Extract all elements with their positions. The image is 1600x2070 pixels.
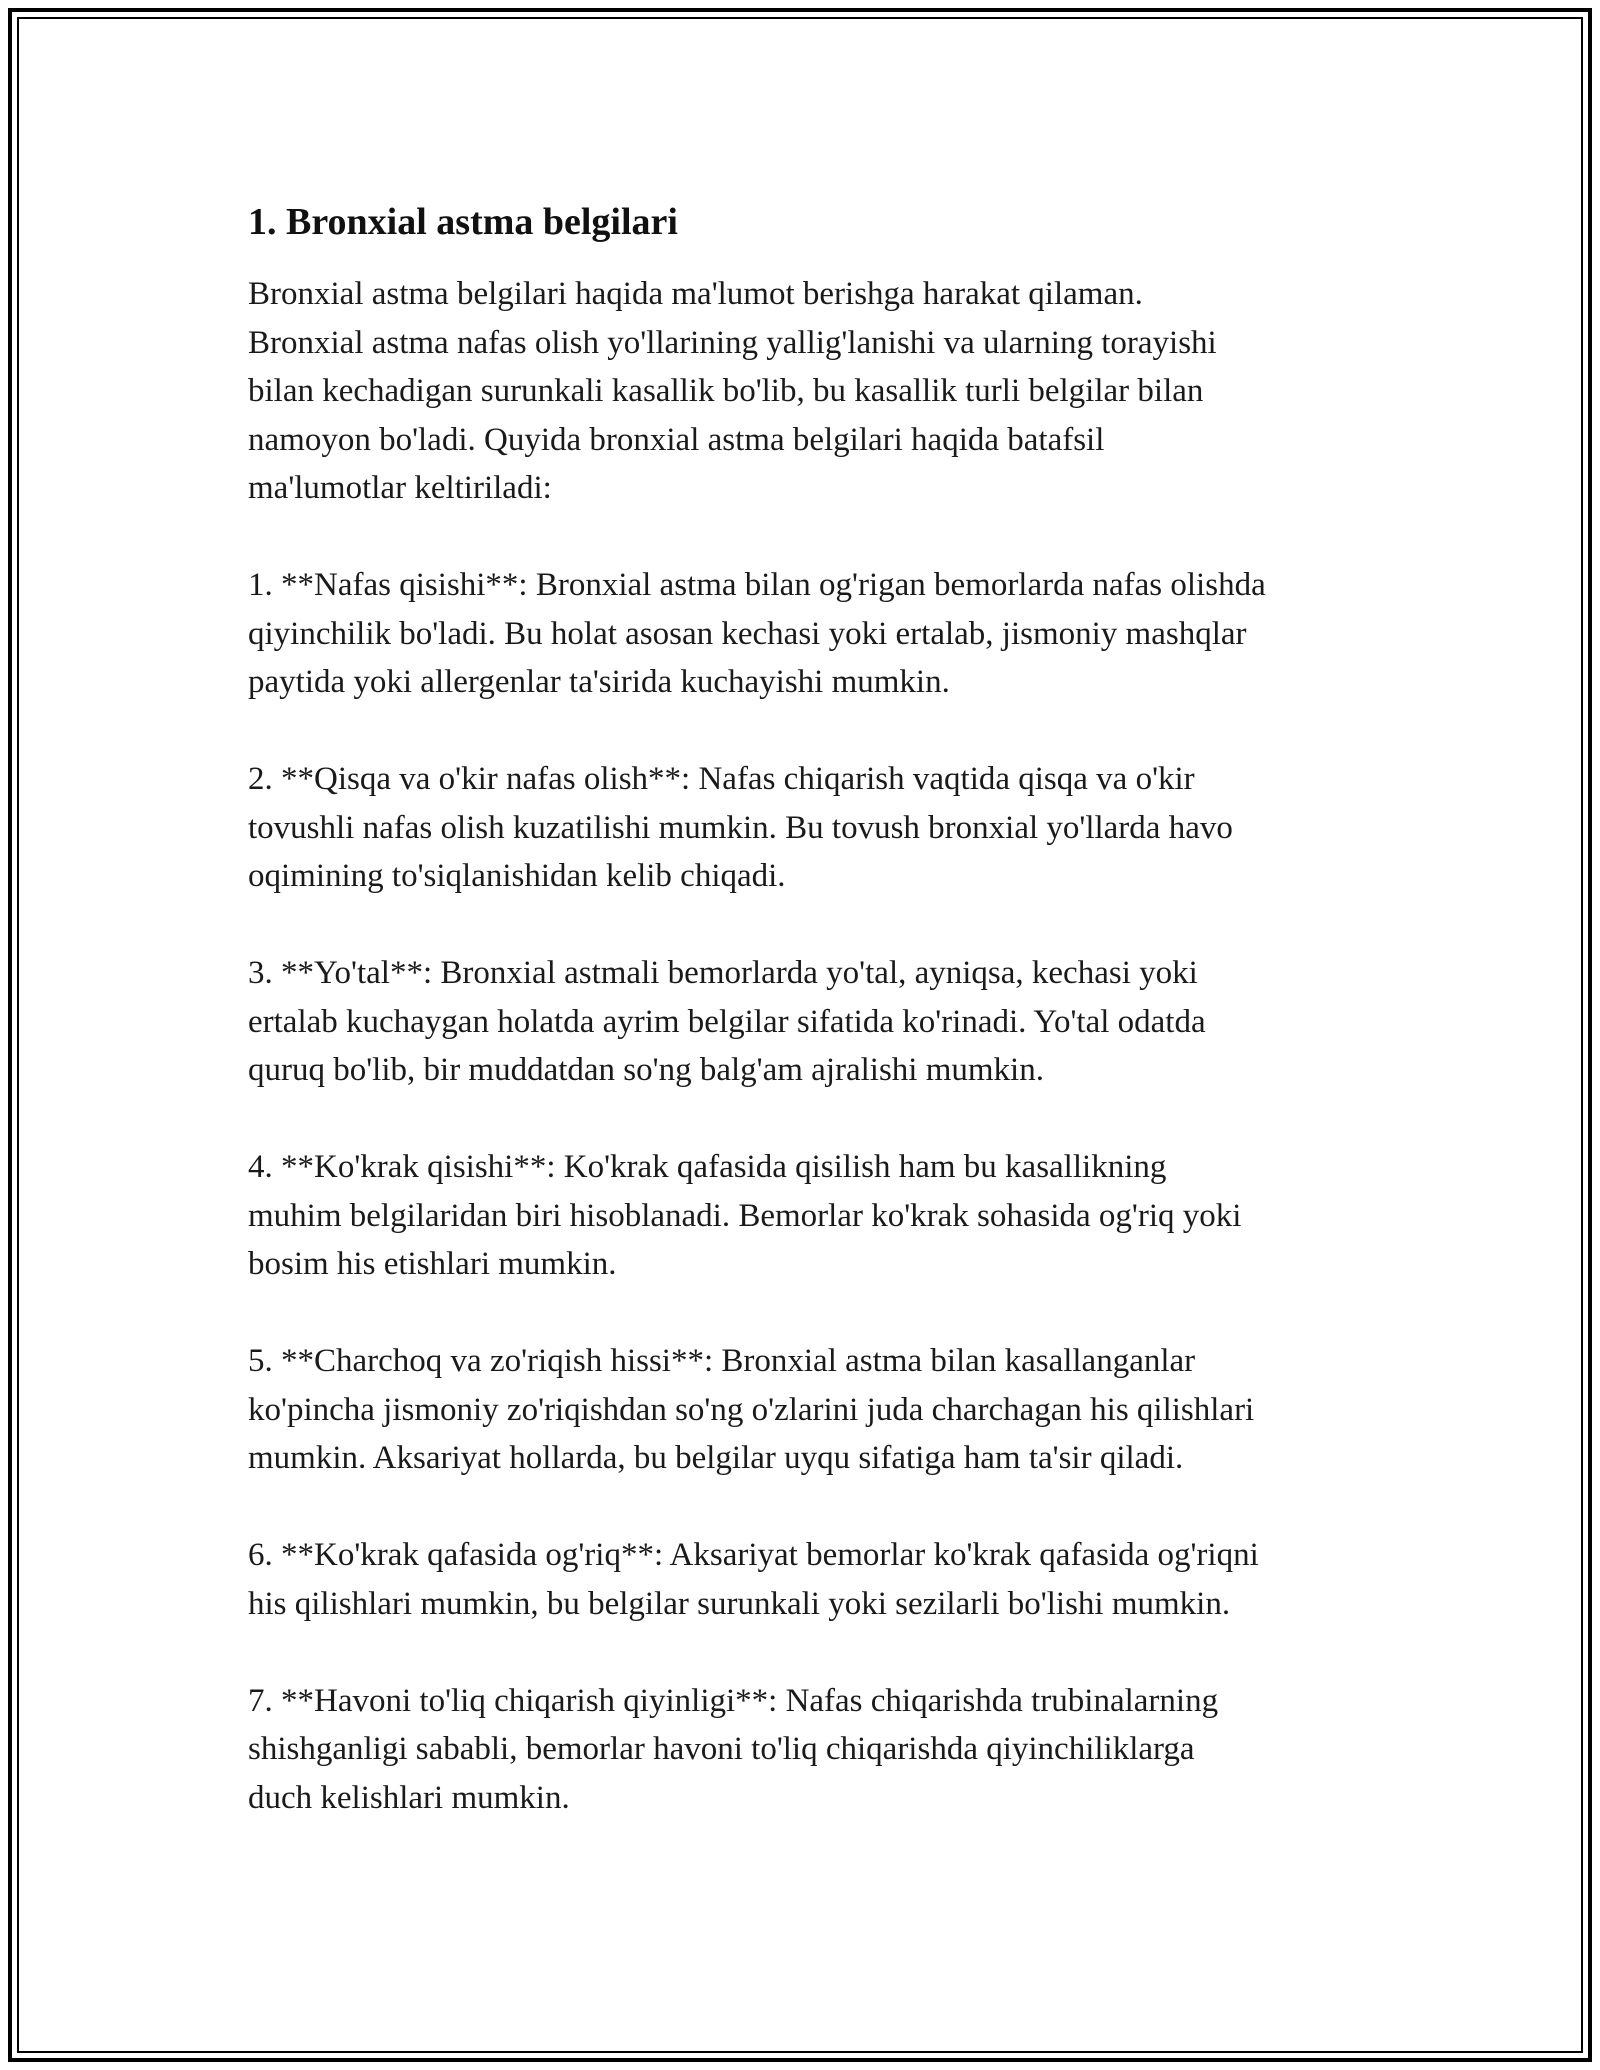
text-line: 7. **Havoni to'liq chiqarish qiyinligi**: Nafas chiqarishda trubinalarning <box>248 1682 1219 1719</box>
text-line: bilan kechadigan surunkali kasallik bo'lib, bu kasallik turli belgilar bilan <box>248 373 1204 409</box>
list-item-7 <box>248 1677 1398 1823</box>
text-line: 1. **Nafas qisishi**: Bronxial astma bilan og'rigan bemorlarda nafas olishda <box>248 567 1266 603</box>
text-line: bosim his etishlari mumkin. <box>248 1246 617 1282</box>
intro-paragraph <box>248 270 1398 513</box>
list-item-6 <box>248 1531 1398 1628</box>
list-item-2 <box>248 755 1398 901</box>
text-line: muhim belgilaridan biri hisoblanadi. Bemorlar ko'krak sohasida og'riq yoki <box>248 1197 1242 1234</box>
list-item-5 <box>248 1337 1398 1483</box>
text-line: oqimining to'siqlanishidan kelib chiqadi. <box>248 858 786 894</box>
list-item-3 <box>248 949 1398 1095</box>
text-line: paytida yoki allergenlar ta'sirida kuchayishi mumkin. <box>248 664 950 700</box>
text-line: namoyon bo'ladi. Quyida bronxial astma belgilari haqida batafsil <box>248 421 1105 458</box>
document-title: 1. Bronxial astma belgilari <box>248 201 678 243</box>
text-line: Bronxial astma belgilari haqida ma'lumot berishga harakat qilaman. <box>248 276 1143 312</box>
text-line: 6. **Ko'krak qafasida og'riq**: Aksariyat bemorlar ko'krak qafasida og'riqni <box>248 1537 1259 1573</box>
text-line: 3. **Yo'tal**: Bronxial astmali bemorlarda yo'tal, ayniqsa, kechasi yoki <box>248 955 1198 991</box>
text-line: 4. **Ko'krak qisishi**: Ko'krak qafasida qisilish ham bu kasallikning <box>248 1149 1167 1185</box>
page-frame <box>8 8 1592 2062</box>
list-item-4 <box>248 1143 1398 1289</box>
text-line: 5. **Charchoq va zo'riqish hissi**: Bronxial astma bilan kasallanganlar <box>248 1343 1196 1379</box>
text-line: quruq bo'lib, bir muddatdan so'ng balg'am ajralishi mumkin. <box>248 1052 1044 1088</box>
document-content <box>248 198 1398 1871</box>
text-line: ma'lumotlar keltiriladi: <box>248 470 552 506</box>
text-line: duch kelishlari mumkin. <box>248 1779 570 1816</box>
text-line: mumkin. Aksariyat hollarda, bu belgilar uyqu sifatiga ham ta'sir qiladi. <box>248 1440 1184 1476</box>
text-line: 2. **Qisqa va o'kir nafas olish**: Nafas chiqarish vaqtida qisqa va o'kir <box>248 761 1195 797</box>
list-item-1 <box>248 561 1398 707</box>
text-line: Bronxial astma nafas olish yo'llarining yallig'lanishi va ularning torayishi <box>248 324 1217 361</box>
text-line: tovushli nafas olish kuzatilishi mumkin. Bu tovush bronxial yo'llarda havo <box>248 809 1233 846</box>
text-line: shishganligi sababli, bemorlar havoni to'liq chiqarishda qiyinchiliklarga <box>248 1731 1195 1767</box>
text-line: ko'pincha jismoniy zo'riqishdan so'ng o'zlarini juda charchagan his qilishlari <box>248 1391 1255 1428</box>
text-line: his qilishlari mumkin, bu belgilar surunkali yoki sezilarli bo'lishi mumkin. <box>248 1585 1231 1622</box>
text-line: ertalab kuchaygan holatda ayrim belgilar sifatida ko'rinadi. Yo'tal odatda <box>248 1003 1206 1040</box>
text-line: qiyinchilik bo'ladi. Bu holat asosan kechasi yoki ertalab, jismoniy mashqlar <box>248 615 1247 652</box>
